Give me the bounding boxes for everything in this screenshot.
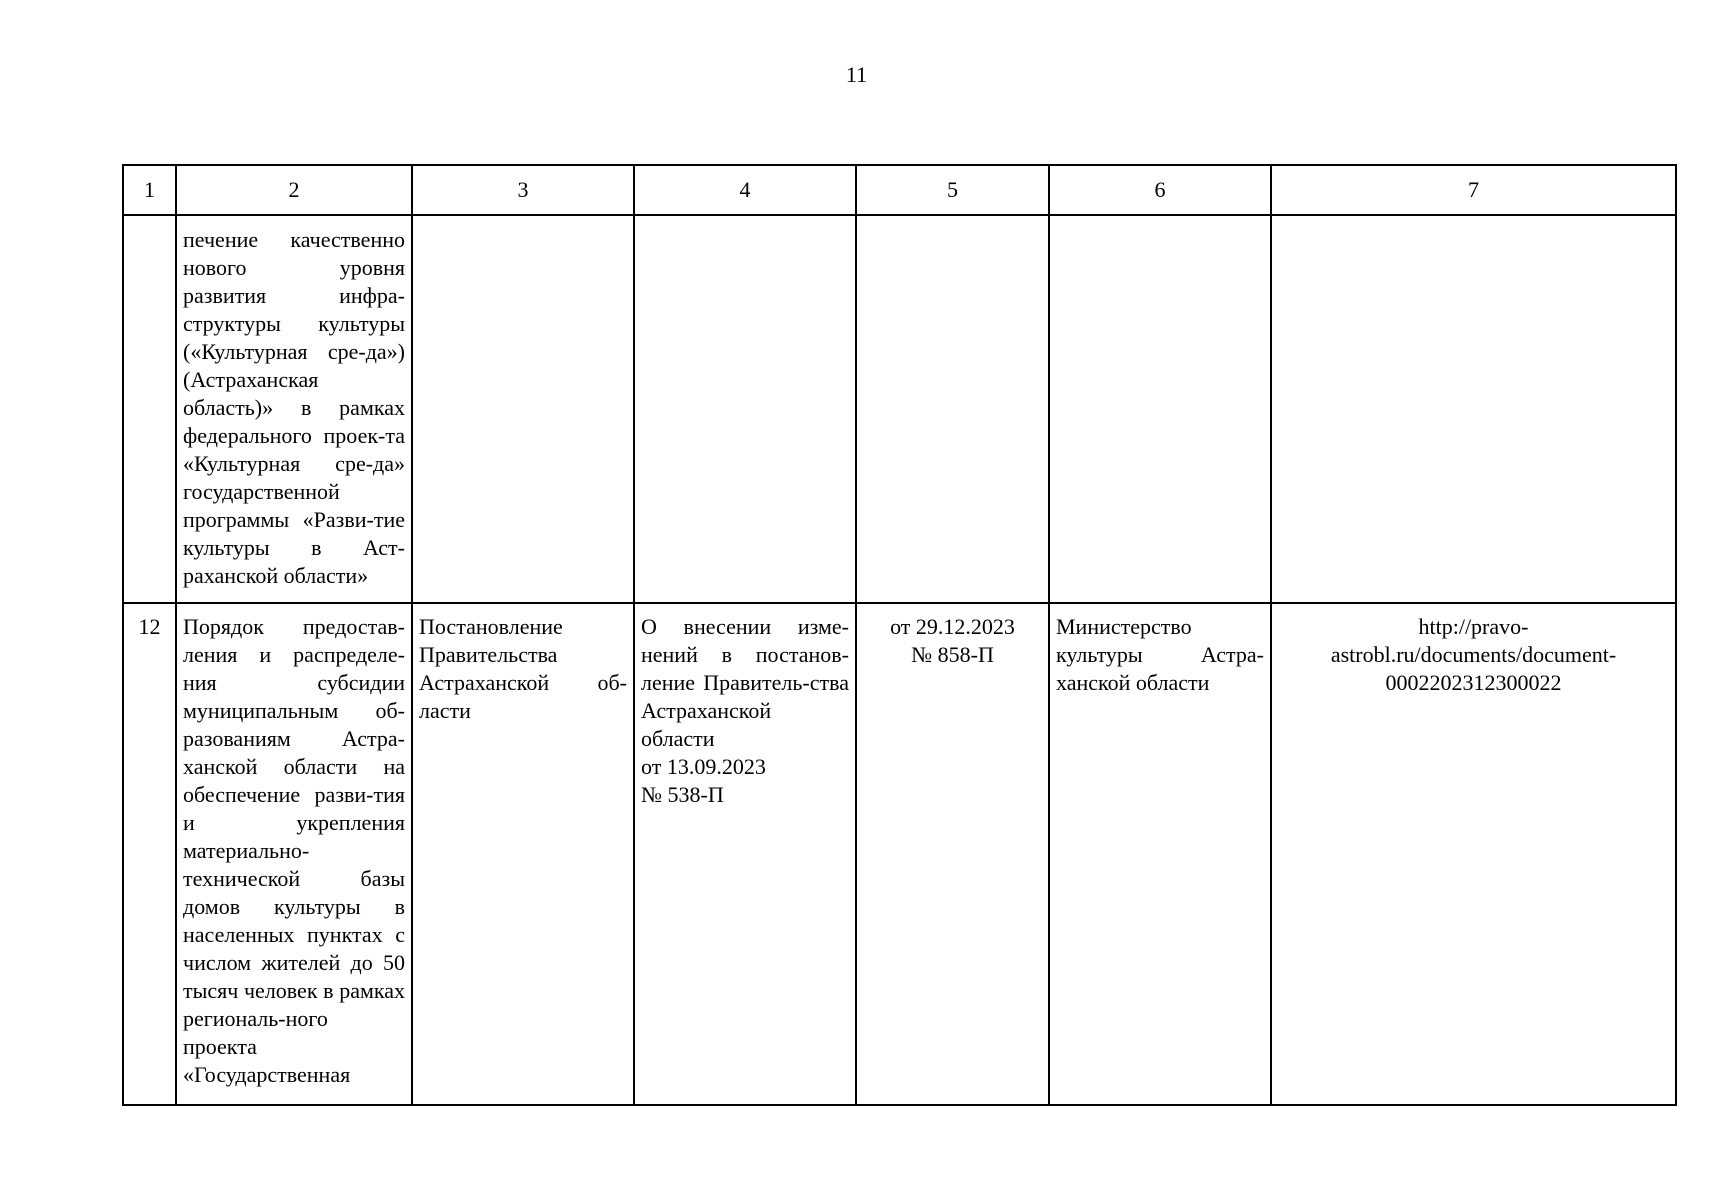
document-link-part-2: astrobl.ru/documents/document- [1330, 642, 1617, 667]
doc-date: от 29.12.2023 [890, 614, 1015, 639]
table-row-12 [123, 603, 1676, 1105]
row-number-cell [123, 215, 176, 603]
column-header-3: 3 [412, 165, 634, 215]
column-header-4: 4 [634, 165, 856, 215]
row-name-cell: печение качественно нового уровня развития инфра-структуры культуры («Культурная сре-да») (Астраханская область)» в рамках федерального проек-та «Культурная сре-да» государственной программы «Разви-тие культуры в Аст-раханской области» [176, 215, 412, 603]
document-link-part-1: http://pravo- [1418, 614, 1529, 639]
doc-title-date: от 13.09.2023 [641, 754, 766, 779]
table-header-row [123, 165, 1676, 215]
link-cell [1271, 215, 1676, 603]
column-header-6: 6 [1049, 165, 1271, 215]
doc-type-cell: Постановление Правительства Астраханской об-ласти [412, 603, 634, 1105]
doc-date-cell [856, 215, 1049, 603]
table-row-continuation [123, 215, 1676, 603]
doc-date-cell [856, 603, 1049, 1105]
doc-title-cell [634, 603, 856, 1105]
doc-title-number: № 538-П [641, 782, 724, 807]
page-number: 11 [845, 62, 868, 87]
agency-cell: Министерство культуры Астра-ханской области [1049, 603, 1271, 1105]
doc-title-text: О внесении изме-нений в постанов-ление Правитель-ства Астраханской области [641, 614, 849, 751]
document-link-part-3: 0002202312300022 [1385, 670, 1562, 695]
link-cell [1271, 603, 1676, 1105]
document-table [122, 164, 1677, 1106]
row-number-cell: 12 [123, 603, 176, 1105]
agency-cell [1049, 215, 1271, 603]
column-header-1: 1 [123, 165, 176, 215]
column-header-7: 7 [1271, 165, 1676, 215]
column-header-5: 5 [856, 165, 1049, 215]
row-name-cell: Порядок предостав-ления и распределе-ния субсидии муниципальным об-разованиям Астра-ханской области на обеспечение разви-тия и укрепления материально-технической базы домов культуры в населенных пунктах с числом жителей до 50 тысяч человек в рамках региональ-ного проекта «Государственная [176, 603, 412, 1105]
doc-number: № 858-П [911, 642, 994, 667]
doc-title-cell [634, 215, 856, 603]
doc-type-cell [412, 215, 634, 603]
column-header-2: 2 [176, 165, 412, 215]
